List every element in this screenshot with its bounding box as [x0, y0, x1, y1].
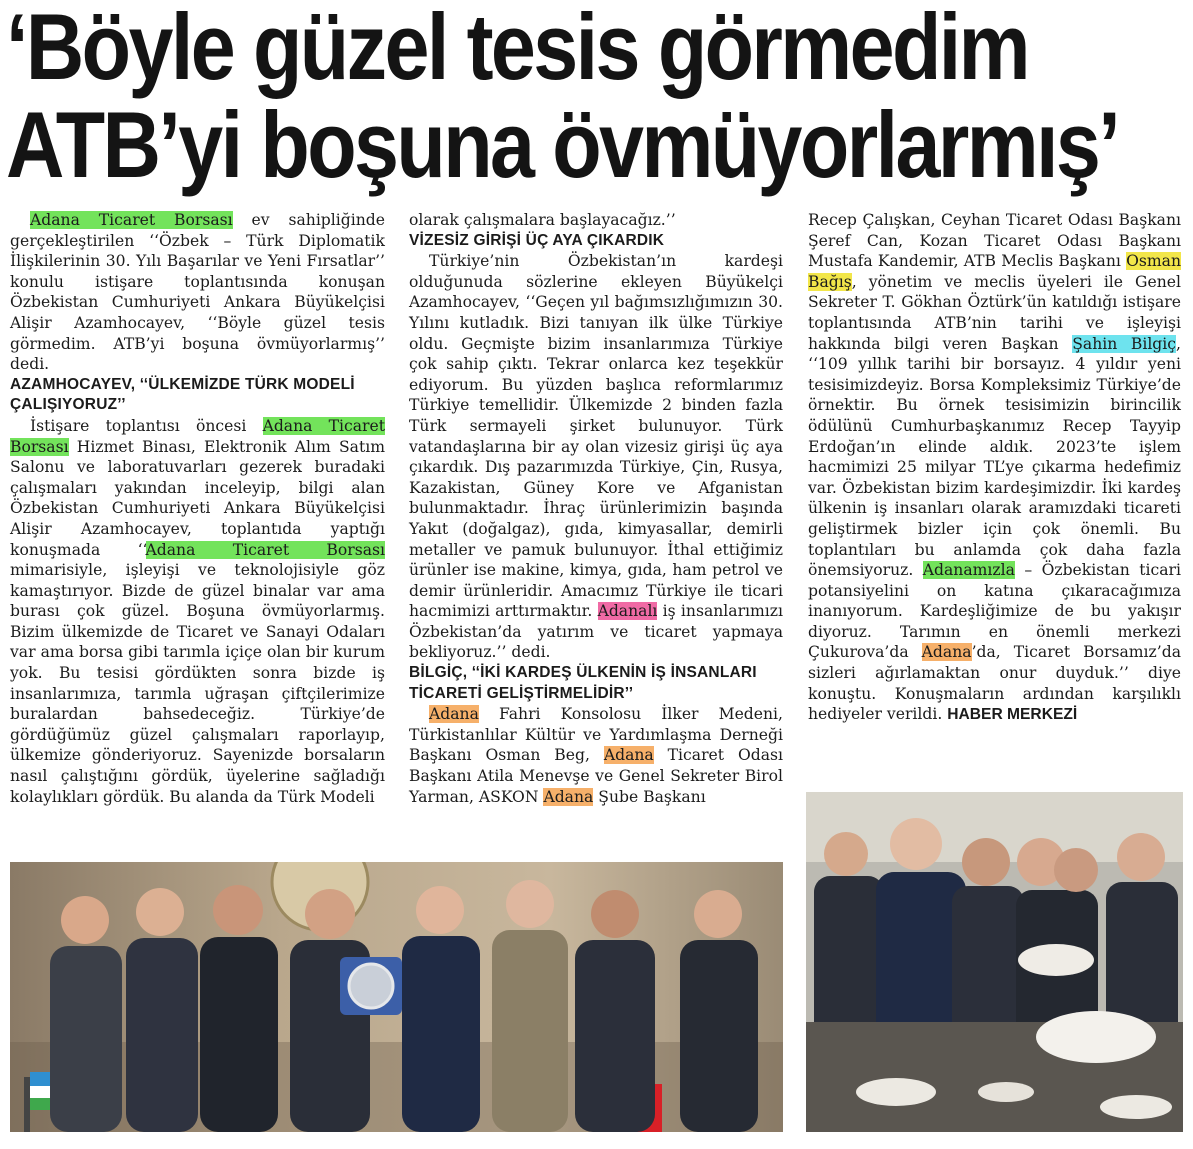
highlight-adana: Adana: [543, 787, 594, 806]
paragraph-katilimcilar: Adana Fahri Konsolosu İlker Medeni, Türkistanlılar Kültür ve Yardımlaşma Derneği Başkanı Osman Beg, Adana Ticaret Odası Başkanı Atila Menevşe ve Genel Sekreter Birol Yarman, ASKON Adana Şube Başkanı: [409, 705, 783, 806]
highlight-sahin-bilgic: Şahin Bilgiç: [1072, 334, 1177, 353]
subheading-bilgic: BİLGİÇ, ‘‘İKİ KARDEŞ ÜLKENİN İŞ İNSANLARI TİCARETİ GELİŞTİRMELİDİR’’: [409, 664, 757, 702]
headline-line-1: ‘Böyle güzel tesis görmedim: [6, 0, 1028, 99]
highlight-adana-ticaret-borsasi: Adana Ticaret Borsası: [145, 540, 385, 559]
article-column-1: [10, 210, 385, 807]
article-column-3: [808, 210, 1181, 726]
group-photo: [10, 862, 783, 1132]
cotton-inspection-photo: [806, 792, 1183, 1132]
subheading-vizesiz: VİZESİZ GİRİŞİ ÜÇ AYA ÇIKARDIK: [409, 231, 665, 249]
highlight-adanamizla: Adanamızla: [922, 561, 1015, 580]
headline-line-2: ATB’yi boşuna övmüyorlarmış’: [6, 92, 1119, 197]
highlight-adana-ticaret-borsasi: Adana Ticaret Borsası: [30, 211, 233, 229]
highlight-adana-ticaret-borsasi: Adana Ticaret Borsası: [10, 416, 385, 456]
highlight-osman-bagis: Osman Bağış: [808, 252, 1181, 291]
paragraph-bilgic: Recep Çalışkan, Ceyhan Ticaret Odası Başkanı Şeref Can, Kozan Ticaret Odası Başkanı Mustafa Kandemir, ATB Meclis Başkanı Osman Bağış, yönetim ve meclis üyeleri ile Genel Sekreter T. Gökhan Öztürk’ün katıldığı istişare toplantısında ATB’nin tarihi ve işleyişi hakkında bilgi veren Başkan Şahin Bilgiç, ‘‘109 yıllık tarihi bir borsayız. 4 yıldır yeni tesisimizdeyiz. Borsa Kompleksimiz Türkiye’de örnektir. Bu örnek tesisimizin birincilik ödülünü Cumhurbaşkanımız Recep Tayyip Erdoğan’ın elinde aldık. 2023’te işlem hacmimizi 25 milyar TL’ye çıkarma hedefimiz var. Özbekistan bizim kardeşimizdir. İki kardeş ülkenin iş insanları olarak aramızdaki ticareti geliştirmek bizler için çok önemli. Bu toplantıları bu anlamda çok daha fazla önemsiyoruz. Adanamızla – Özbekistan ticari potansiyelini on katına çıkaracağımıza inanıyorum. Kardeşliğimize de bu yakışır diyoruz. Tarımın en önemli merkezi Çukurova’da Adana’da, Ticaret Borsamız’da sizleri ağırlamaktan onur duyduk.’’ diye konuştu. Konuşmaların ardından karşılıklı hediyeler verildi. HABER MERKEZİ: [808, 211, 1181, 724]
continuation-text: olarak çalışmalara başlayacağız.’’: [409, 211, 676, 229]
paragraph-kardes: Türkiye’nin Özbekistan’ın kardeşi olduğunuda sözlerine ekleyen Büyükelçi Azamhocayev, ‘‘Geçen yıl bağımsızlığımızın 30. Yılını kutladık. Bizi tanıyan ilk ülke Türkiye oldu. Geçmişte bizim insanlarımıza Türkiye çok sahip çıktı. Tekrar onlarca kez teşekkür ediyorum. Bu yüzden başlıca reformlarımız Türkiye temellidir. Ülkemizde 2 binden fazla Türk sermayeli şirket bulunuyor. Türk vatandaşlarına bir ay olan vizesiz girişi üç aya çıkardık. Dış pazarımızda Türkiye, Çin, Rusya, Kazakistan, Güney Kore ve Afganistan bulunmaktadır. İhraç ürünlerimizin başında Yakıt (doğalgaz), gıda, kimyasallar, demirli metaller ve pamuk bulunuyor. İthal ettiğimiz ürünler ise makine, kimya, gıda, ham petrol ve demir ürünleridir. Amacımız Türkiye ile ticari hacmimizi arttırmaktır. Adanalı iş insanlarımızı Özbekistan’da yatırım ve ticaret yapmaya bekliyoruz.’’ dedi.: [409, 252, 784, 662]
highlight-adana: Adana: [429, 705, 479, 724]
cotton-inspection-image: [806, 792, 1183, 1132]
article-column-2: [409, 210, 783, 807]
paragraph-istisare: İstişare toplantısı öncesi Adana Ticaret Borsası Hizmet Binası, Elektronik Alım Satım Salonu ve laboratuvarları gezerek buradaki çalışmaları yakından inceleyip, bilgi alan Özbekistan Cumhuriyeti Ankara Büyükelçisi Alişir Azamhocayev, toplantıda yaptığı konuşmada ‘‘Adana Ticaret Borsası mimarisiyle, işleyişi ve teknolojisiyle göz kamaştırıyor. Bizde de güzel binalar var ama burası çok güzel. Boşuna övmüyorlarmış. Bizim ülkemizde de Ticaret ve Sanayi Odaları var ama borsa gibi tarımla içiçe olan bir kurum yok. Bu tesisi gördükten sonra bizde iş insanlarımıza, tarımla uğraşan çiftçilerimize buralardan bahsedeceğiz. Türkiye’de gördüğümüz güzel çalışmaları raporlayıp, ülkemize gönderiyoruz. Sayenizde borsaların nasıl çalıştığını gördük, üyelerine sağladığı kolaylıkları gördük. Bu alanda da Türk Modeli: [10, 416, 385, 806]
highlight-adana: Adana: [603, 746, 654, 765]
byline-credit: HABER MERKEZİ: [947, 706, 1078, 724]
highlight-adanali: Adanalı: [597, 602, 658, 621]
intro-paragraph: Adana Ticaret Borsası ev sahipliğinde gerçekleştirilen ‘‘Özbek – Türk Diplomatik İlişkilerinin 30. Yılı Başarılar ve Yeni Fırsatlar’’ konulu istişare toplantısında konuşan Özbekistan Cumhuriyeti Ankara Büyükelçisi Alişir Azamhocayev, ‘‘Böyle güzel tesis görmedim. ATB’yi boşuna övmüyorlarmış’’ dedi.: [10, 211, 385, 374]
subheading-azamhocayev: AZAMHOCAYEV, ‘‘ÜLKEMİZDE TÜRK MODELİ ÇALIŞIYORUZ’’: [10, 375, 355, 414]
group-photo-image: [10, 862, 783, 1132]
highlight-adana: Adana: [921, 643, 972, 662]
